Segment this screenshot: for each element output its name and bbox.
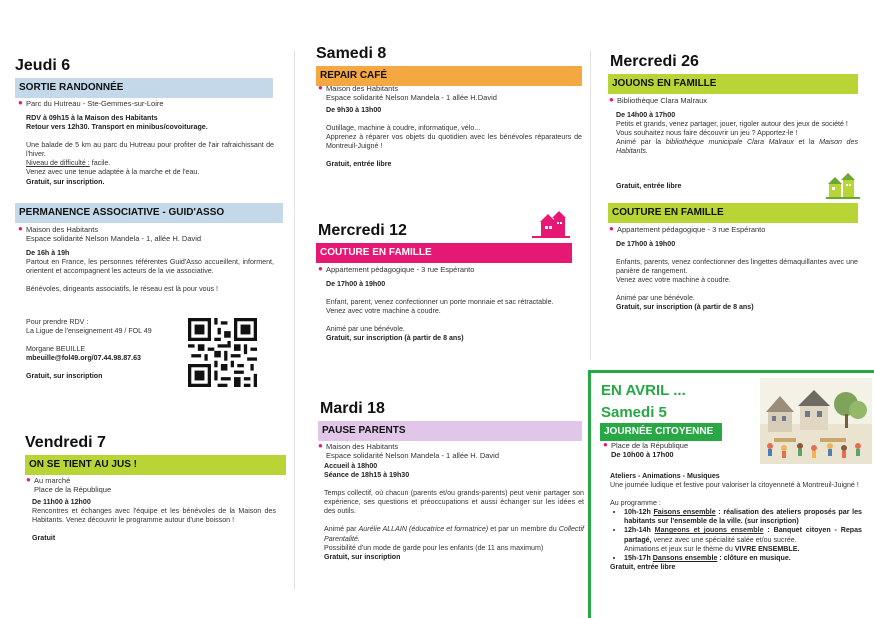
- event-title-bar: PAUSE PARENTS: [318, 421, 582, 441]
- event-details: De 17h00 à 19h00 Enfant, parent, venez confectionner un porte monnaie et sac rétractable. Venez avec votre machine à coudre. Animé par une bénévole. Gratuit, sur inscription (à partir de 8 ans): [326, 280, 554, 343]
- house-icon: [826, 172, 860, 200]
- list-item: • 12h-14h Mangeons et jouons ensemble : Banquet citoyen - Repas partagé, venez avec une spécialité salée et/ou sucrée. Animations et jeux sur le thème du VIVRE ENSEMBLE.: [624, 526, 862, 553]
- event-title-bar: PERMANENCE ASSOCIATIVE - GUID'ASSO: [15, 203, 283, 223]
- event-location: ● Parc du Hutreau - Ste-Gemmes-sur-Loire: [18, 98, 164, 108]
- event-details: De 11h00 à 12h00 Rencontres et échanges avec l'équipe et les bénévoles de la Maison des Habitants. Venez découvrir le programme autour d'une boisson ! Gratuit: [32, 498, 276, 543]
- event-title-bar: COUTURE EN FAMILLE: [316, 243, 572, 263]
- event-details: Accueil à 18h00 Séance de 18h15 à 19h30 Temps collectif, où chacun (parents et/ou grands-parents) peut venir partager son expérience, ses questions et préoccupations et aussi échanger sur les idées et des outils. Animé par Aurélie ALLAIN (éducatrice et formatrice) et par un membre du Collectif Parentalité. Possibilité d'un mode de garde pour les enfants (de 11 ans maximum) Gratuit, sur inscription: [324, 462, 584, 561]
- event-details: De 17h00 à 19h00 Enfants, parents, venez confectionner des lingettes démaquillantes avec une panière de rangement. Venez avec votre machine à coudre. Animé par une bénévole. Gratuit, sur inscription (à partir de 8 ans): [616, 240, 858, 312]
- location-pin-icon: ●: [603, 440, 608, 449]
- april-heading: EN AVRIL ...: [601, 382, 686, 399]
- programme-list: [624, 508, 862, 563]
- event-title-bar: JOUONS EN FAMILLE: [608, 74, 858, 94]
- qr-code-icon: [188, 318, 257, 387]
- location-pin-icon: ●: [609, 95, 614, 104]
- event-location: ● Place de la République De 10h00 à 17h00: [603, 440, 689, 460]
- event-title-bar: ON SE TIENT AU JUS !: [25, 455, 286, 475]
- event-details: RDV à 09h15 à la Maison des Habitants Retour vers 12h30. Transport en minibus/covoiturage. Une balade de 5 km au parc du Hutreau pour profiter de l'air rafraichissant de l'hiver. Niveau de difficulté : facile. Venez avec une tenue adaptée à la marche et de l'eau. Gratuit, sur inscription.: [26, 114, 274, 186]
- event-location: ● Appartement pédagogique - 3 rue Espéranto: [318, 264, 475, 274]
- location-pin-icon: ●: [26, 475, 31, 484]
- event-location: ● Au marché Place de la République: [26, 475, 112, 495]
- event-location: ● Maison des Habitants Espace solidarité Nelson Mandela - 1 allée H.David: [318, 83, 497, 103]
- day-heading: Samedi 8: [316, 45, 387, 62]
- column-divider: [294, 50, 295, 590]
- event-location: ● Maison des Habitants Espace solidarité Nelson Mandela - 1, allée H. David: [18, 224, 202, 244]
- list-item: • 15h-17h Dansons ensemble : clôture en musique.: [624, 554, 862, 563]
- event-location: ● Bibliothèque Clara Malraux: [609, 95, 708, 105]
- day-heading: Vendredi 7: [25, 434, 106, 451]
- village-illustration: [760, 378, 872, 464]
- event-title-bar: JOURNÉE CITOYENNE: [600, 423, 722, 441]
- location-pin-icon: ●: [318, 264, 323, 273]
- event-details: De 16h à 19h Partout en France, les personnes référentes Guid'Asso accueillent, informent, orientent et accompagnent les acteurs de la vie associative. Bénévoles, dirigeants associatifs, le réseau est là pour vous !: [26, 249, 274, 294]
- location-pin-icon: ●: [18, 98, 23, 107]
- day-heading: Jeudi 6: [15, 57, 71, 74]
- day-heading: Mercredi 12: [318, 222, 407, 239]
- event-details: De 14h00 à 17h00 Petits et grands, venez partager, jouer, rigoler autour des jeux de société ! Vous souhaitez nous faire découvrir un jeu ? Apportez-le ! Animé par la bibliothèque municipale Clara Malraux et la Maison des Habitants.: [616, 111, 858, 156]
- column-divider: [590, 50, 591, 360]
- event-location: ● Maison des Habitants Espace solidarité Nelson Mandela - 1 allée H. David: [318, 441, 500, 461]
- house-icon: [532, 208, 570, 240]
- event-title-bar: REPAIR CAFÉ: [316, 66, 582, 86]
- event-price: Gratuit, entrée libre: [616, 182, 682, 190]
- event-details: De 9h30 à 13h00 Outillage, machine à coudre, informatique, vélo... Apprenez à réparer vos objets du quotidien avec les bénévoles réparateurs de Montreuil-Juigné ! Gratuit, entrée libre: [326, 106, 582, 169]
- contact-block: Pour prendre RDV : La Ligue de l'enseignement 49 / FOL 49 Morgane BEUILLE mbeuille@fol49.org/07.44.98.87.63 Gratuit, sur inscription: [26, 318, 152, 381]
- location-pin-icon: ●: [318, 441, 323, 450]
- day-heading: Mercredi 26: [610, 53, 699, 70]
- event-details: Ateliers - Animations - Musiques Une journée ludique et festive pour valoriser la citoyenneté à Montreuil-Juigné ! Au programme : • 10h-12h Faisons ensemble : réalisation des ateliers proposés par les habitants sur l'ensemble de la ville. (sur inscription) • 12h-14h Mangeons et jouons ensemble : Banquet citoyen - Repas partagé, venez avec une spécialité salée et/ou sucrée. Animations et jeux sur le thème du VIVRE ENSEMBLE. • 15h-17h Dansons ensemble : clôture en musique. Gratuit, entrée libre: [610, 472, 862, 572]
- list-item: • 10h-12h Faisons ensemble : réalisation des ateliers proposés par les habitants sur l'ensemble de la ville. (sur inscription): [624, 508, 862, 526]
- event-title-bar: COUTURE EN FAMILLE: [608, 203, 858, 223]
- location-pin-icon: ●: [18, 224, 23, 233]
- event-location: ● Appartement pédagogique - 3 rue Espéranto: [609, 224, 766, 234]
- day-heading: Samedi 5: [601, 404, 667, 421]
- event-title-bar: SORTIE RANDONNÉE: [15, 78, 273, 98]
- location-pin-icon: ●: [609, 224, 614, 233]
- location-pin-icon: ●: [318, 83, 323, 92]
- day-heading: Mardi 18: [320, 400, 385, 417]
